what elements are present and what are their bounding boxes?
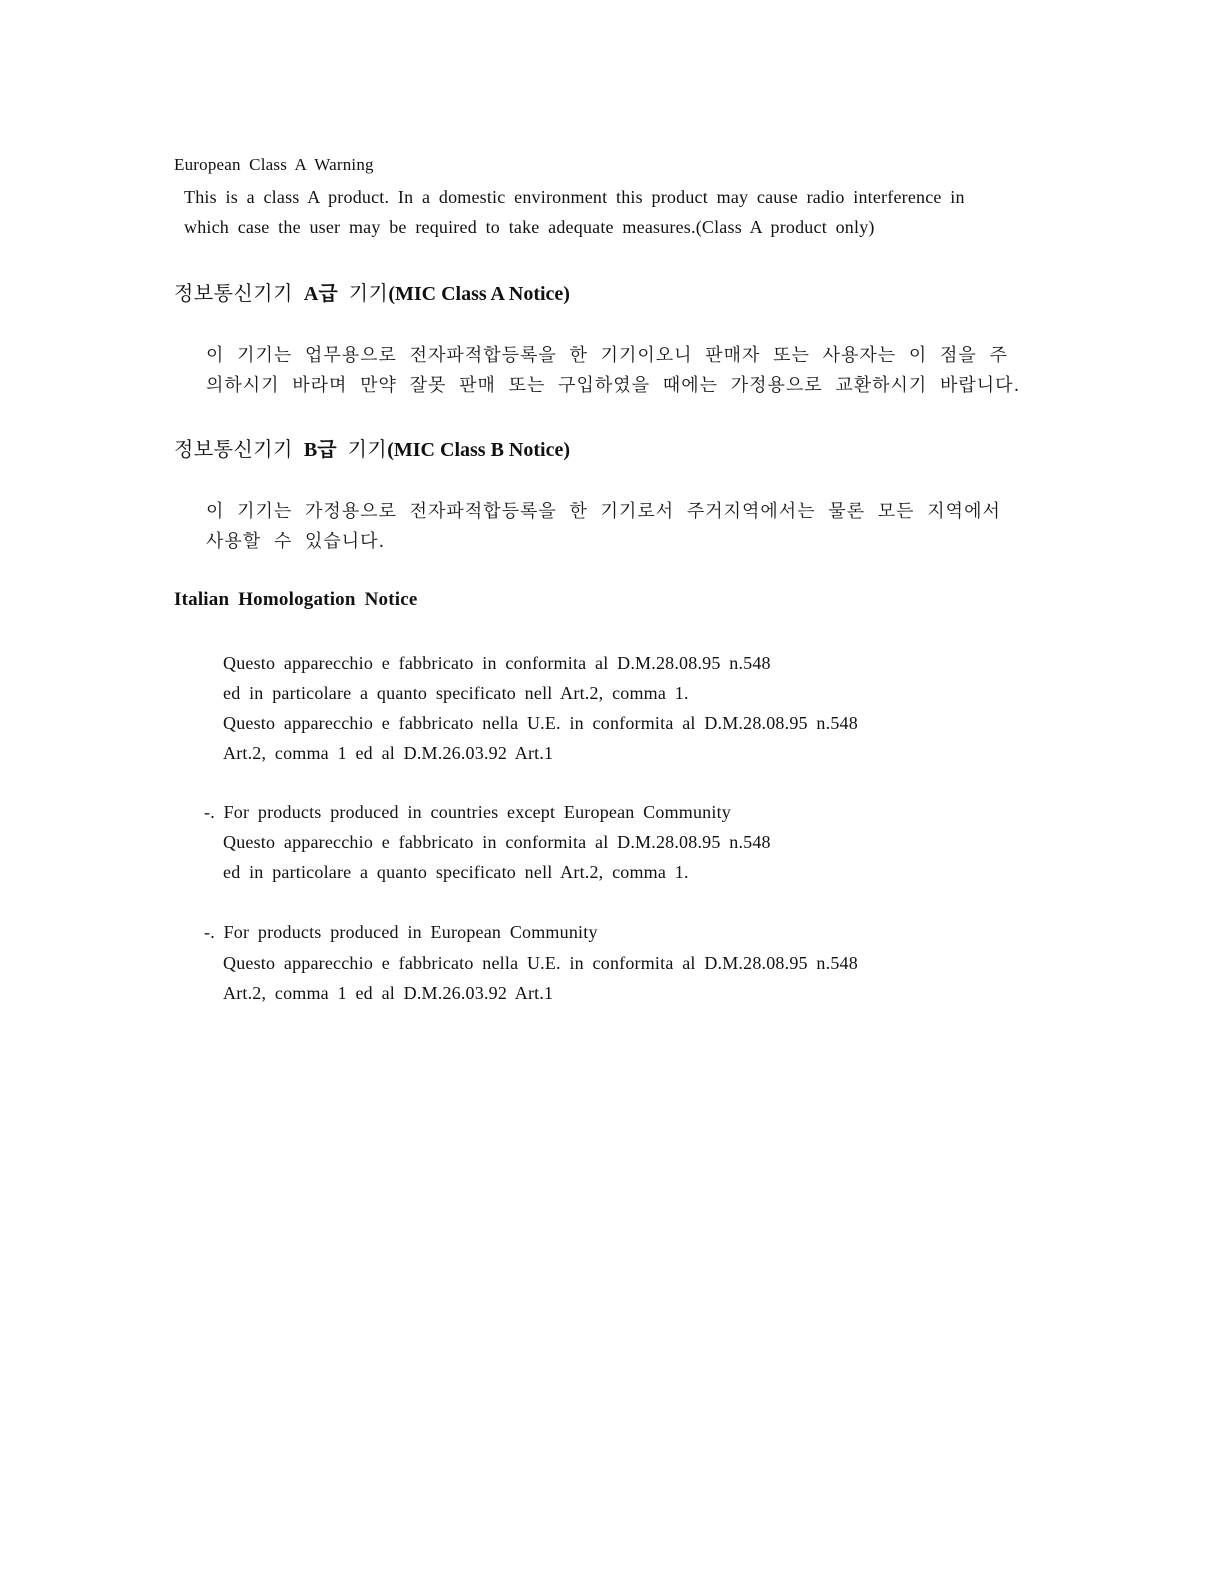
mic-class-b-heading-kr2: 기기 [347,437,388,461]
mic-class-a-heading-en: (MIC Class A Notice) [388,283,570,305]
italian-block2-line-2: Questo apparecchio e fabbricato in conformita al D.M.28.08.95 n.548 [223,832,771,852]
italian-block1-line-4: Art.2, comma 1 ed al D.M.26.03.92 Art.1 [223,743,554,763]
italian-block3-line-3: Art.2, comma 1 ed al D.M.26.03.92 Art.1 [223,983,554,1003]
european-warning-line-1: This is a class A product. In a domestic environment this product may cause radio interference in [184,187,965,207]
italian-block1-line-1: Questo apparecchio e fabbricato in conformita al D.M.28.08.95 n.548 [223,653,771,673]
mic-class-a-heading-grade: A급 [303,283,338,305]
european-warning-title: European Class A Warning [174,155,374,174]
mic-class-a-line-2: 의하시기 바라며 만약 잘못 판매 또는 구입하였을 때에는 가정용으로 교환하시기 바랍니다. [206,375,1021,396]
italian-block2-line-3: ed in particolare a quanto specificato nell Art.2, comma 1. [223,862,689,882]
mic-class-b-heading-kr: 정보통신기기 [174,437,293,461]
mic-class-b-heading-grade: B급 [303,439,337,461]
italian-block3-line-2: Questo apparecchio e fabbricato nella U.E. in conformita al D.M.28.08.95 n.548 [223,953,858,973]
italian-block3-line-1: -. For products produced in European Community [204,922,598,942]
mic-class-b-heading-en: (MIC Class B Notice) [387,439,570,461]
mic-class-b-line-1: 이 기기는 가정용으로 전자파적합등록을 한 기기로서 주거지역에서는 물론 모든 지역에서 [206,501,1001,522]
italian-block2-line-1: -. For products produced in countries except European Community [204,802,731,822]
european-warning-line-2: which case the user may be required to take adequate measures.(Class A product only) [184,217,875,237]
mic-class-a-line-1: 이 기기는 업무용으로 전자파적합등록을 한 기기이오니 판매자 또는 사용자는 이 점을 주 [206,345,1008,366]
italian-notice-title: Italian Homologation Notice [174,589,418,610]
mic-class-b-line-2: 사용할 수 있습니다. [206,531,386,552]
mic-class-a-heading-kr: 정보통신기기 [174,281,293,305]
italian-block1-line-2: ed in particolare a quanto specificato nell Art.2, comma 1. [223,683,689,703]
mic-class-b-heading [174,433,570,462]
mic-class-a-heading-kr2: 기기 [348,281,389,305]
italian-block1-line-3: Questo apparecchio e fabbricato nella U.E. in conformita al D.M.28.08.95 n.548 [223,713,858,733]
mic-class-a-heading [174,277,570,306]
